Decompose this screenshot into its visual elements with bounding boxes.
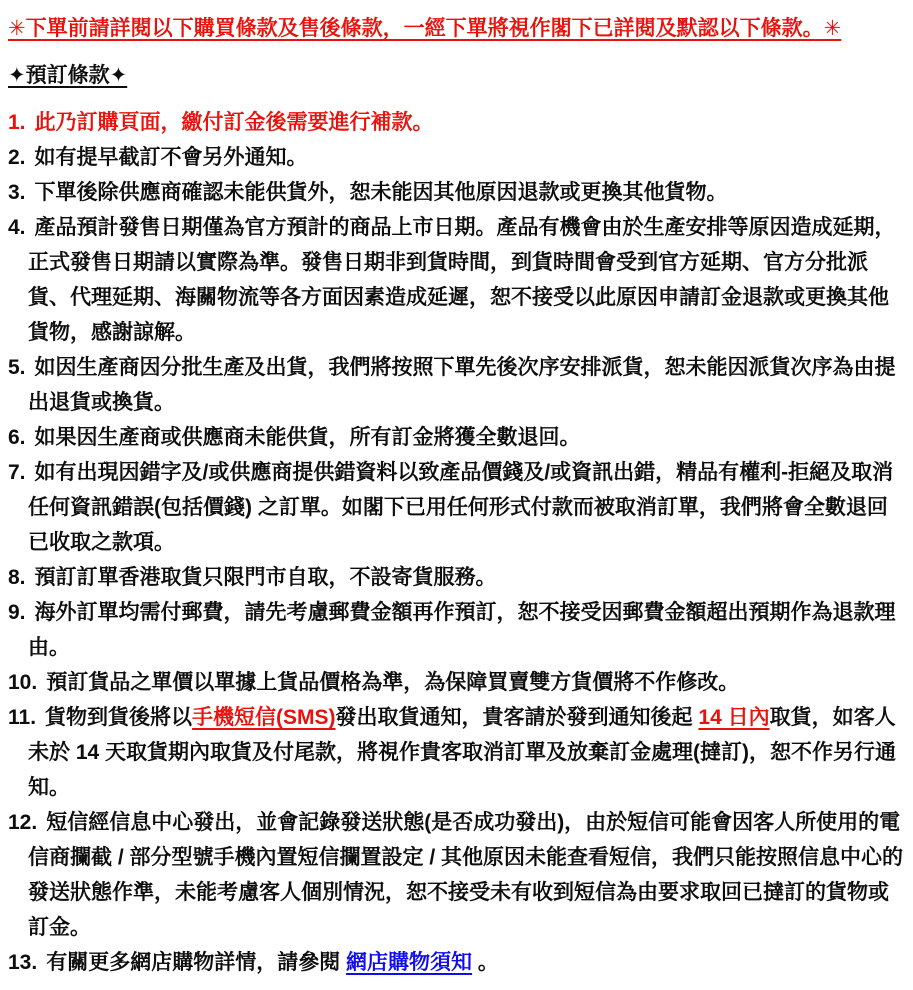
term-text: 如果因生產商或供應商未能供貨，所有訂金將獲全數退回。 bbox=[34, 426, 581, 449]
term-number: 8. bbox=[8, 566, 26, 589]
term-number: 10. bbox=[8, 671, 38, 694]
term-number: 1. bbox=[8, 111, 26, 134]
section-heading: ✦預訂條款✦ bbox=[8, 64, 128, 87]
term-text: 短信經信息中心發出，並會記錄發送狀態(是否成功發出)，由於短信可能會因客人所使用的電信商攔截 / 部分型號手機內置短信攔置設定 / 其他原因未能查看短信，我們只能按照信息中心的發送狀態作準，未能考慮客人個別情況，恕不接受未有收到短信為由要求取回已撻訂的貨物或訂金。 bbox=[28, 811, 904, 939]
term-text: 取貨，如客人未於 14 天取貨期內取貨及付尾款，將視作貴客取消訂單及放棄訂金處理(撻訂)，恕不作另行通知。 bbox=[28, 706, 897, 799]
term-number: 7. bbox=[8, 461, 26, 484]
term-text: 如因生產商因分批生產及出貨，我們將按照下單先後次序安排派貨，恕未能因派貨次序為由提出退貨或換貨。 bbox=[28, 356, 896, 414]
term-text: 預訂貨品之單價以單據上貨品價格為準，為保障買賣雙方貨價將不作修改。 bbox=[46, 671, 740, 694]
term-text: 有關更多網店購物詳情，請參閱 bbox=[46, 951, 347, 974]
term-item-6 bbox=[8, 420, 907, 455]
term-number: 12. bbox=[8, 811, 38, 834]
term-text: 。 bbox=[472, 951, 499, 974]
term-item-9 bbox=[8, 595, 907, 665]
term-text: 如有提早截訂不會另外通知。 bbox=[34, 146, 308, 169]
term-item-1 bbox=[8, 105, 907, 140]
term-number: 4. bbox=[8, 216, 26, 239]
term-item-4 bbox=[8, 210, 907, 350]
term-item-8 bbox=[8, 560, 907, 595]
term-text: 下單後除供應商確認未能供貨外，恕未能因其他原因退款或更換其他貨物。 bbox=[34, 181, 728, 204]
deadline-highlight: 14 日內 bbox=[698, 706, 770, 729]
term-item-3 bbox=[8, 175, 907, 210]
term-text: 產品預計發售日期僅為官方預計的商品上市日期。產品有機會由於生產安排等原因造成延期，正式發售日期請以實際為準。發售日期非到貨時間，到貨時間會受到官方延期、官方分批派貨、代理延期、海關物流等各方面因素造成延遲，恕不接受以此原因申請訂金退款或更換其他貨物，感謝諒解。 bbox=[28, 216, 896, 344]
term-text: 預訂訂單香港取貨只限門市自取，不設寄貨服務。 bbox=[34, 566, 497, 589]
term-item-2 bbox=[8, 140, 907, 175]
pre-order-notice-banner: ✳下單前請詳閱以下購買條款及售後條款，一經下單將視作閣下已詳閱及默認以下條款。✳ bbox=[8, 17, 842, 40]
term-text: 海外訂單均需付郵費，請先考慮郵費金額再作預訂，恕不接受因郵費金額超出預期作為退款理由。 bbox=[28, 601, 896, 659]
term-text: 此乃訂購頁面，繳付訂金後需要進行補款。 bbox=[34, 111, 434, 134]
term-number: 6. bbox=[8, 426, 26, 449]
term-item-11 bbox=[8, 700, 907, 805]
sms-highlight: 手機短信(SMS) bbox=[192, 706, 336, 729]
term-number: 2. bbox=[8, 146, 26, 169]
term-number: 13. bbox=[8, 951, 38, 974]
term-text: 如有出現因錯字及/或供應商提供錯資料以致產品價錢及/或資訊出錯，精品有權利-拒絕及取消任何資訊錯誤(包括價錢) 之訂單。如閣下已用任何形式付款而被取消訂單，我們將會全數退回已收取之款項。 bbox=[28, 461, 894, 554]
term-text: 發出取貨通知，貴客請於發到通知後起 bbox=[335, 706, 699, 729]
term-item-7 bbox=[8, 455, 907, 560]
term-item-13 bbox=[8, 945, 907, 980]
term-number: 3. bbox=[8, 181, 26, 204]
term-number: 11. bbox=[8, 706, 37, 729]
shop-notice-link[interactable]: 網店購物須知 bbox=[346, 951, 473, 974]
term-item-10 bbox=[8, 665, 907, 700]
term-number: 9. bbox=[8, 601, 26, 624]
term-text: 貨物到貨後將以 bbox=[45, 706, 193, 729]
term-number: 5. bbox=[8, 356, 26, 379]
term-item-5 bbox=[8, 350, 907, 420]
term-item-12 bbox=[8, 805, 907, 945]
terms-list bbox=[8, 105, 907, 980]
